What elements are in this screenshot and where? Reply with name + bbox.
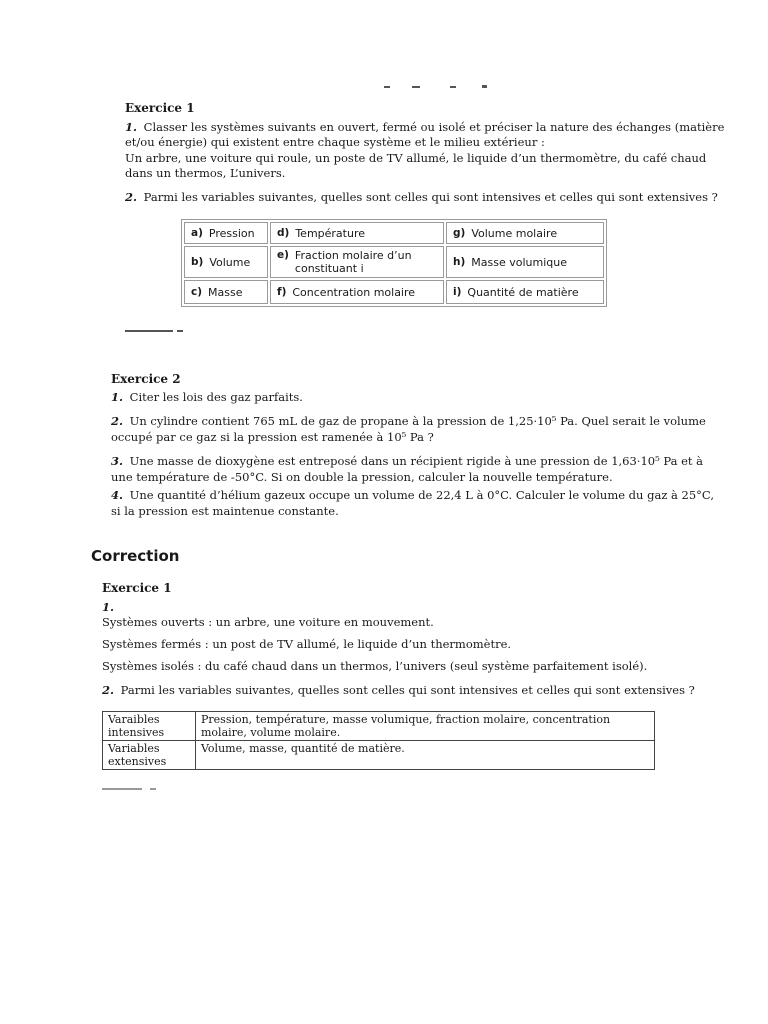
table-cell: c) Masse: [184, 280, 268, 304]
exercise1-title: Exercice 1: [125, 101, 195, 115]
table-row: [184, 222, 604, 244]
exercise2-title: Exercice 2: [111, 372, 181, 386]
exercise2-question3: [111, 454, 703, 470]
row-label: Variables extensives: [103, 741, 196, 770]
table-cell: a) Pression: [184, 222, 268, 244]
question-text: Une masse de dioxygène est entreposé dans un récipient rigide à une pression de 1,63·10⁵ Pa et à: [129, 454, 704, 468]
exercise2-question1: [111, 390, 303, 406]
table-cell: g) Volume molaire: [446, 222, 604, 244]
question-number: 3.: [111, 454, 124, 468]
cropped-text-fragment: [125, 330, 173, 332]
table-cell: i) Quantité de matière: [446, 280, 604, 304]
exercise1-question1-line4: dans un thermos, L’univers.: [125, 166, 286, 180]
question-text: Un cylindre contient 765 mL de gaz de propane à la pression de 1,25·10⁵ Pa. Quel serait le volume: [129, 414, 706, 428]
table-cell: d) Température: [270, 222, 444, 244]
question-number: 1.: [125, 120, 138, 134]
table-cell: b) Volume: [184, 246, 268, 278]
table-cell: f) Concentration molaire: [270, 280, 444, 304]
table-row: [184, 246, 604, 278]
row-content: Pression, température, masse volumique, fraction molaire, concentration molaire, volume molaire.: [196, 712, 655, 741]
row-label: Varaibles intensives: [103, 712, 196, 741]
correction-heading: Correction: [91, 547, 180, 565]
exercise2-question4: [111, 488, 714, 504]
cropped-text-fragment: [102, 788, 142, 790]
cropped-text-fragment: [384, 86, 390, 88]
exercise1-question1-line3: Un arbre, une voiture qui roule, un poste de TV allumé, le liquide d’un thermomètre, du café chaud: [125, 151, 707, 165]
cropped-text-fragment: [412, 86, 420, 88]
question-number: 4.: [111, 488, 124, 502]
question-number: 2.: [125, 190, 138, 204]
table-row: [103, 741, 655, 770]
exercise2-question2: [111, 414, 706, 430]
exercise2-question4-line2: si la pression est maintenue constante.: [111, 504, 339, 518]
correction-table: [102, 711, 655, 770]
exercise1-question2: [125, 190, 718, 206]
table-cell: e) Fraction molaire d’un constituant i: [270, 246, 444, 278]
question-text: Parmi les variables suivantes, quelles sont celles qui sont intensives et celles qui sont extensives ?: [120, 683, 695, 697]
correction-question1-number: 1.: [102, 600, 115, 614]
cropped-text-fragment: [450, 86, 456, 88]
correction-isolated-systems: Systèmes isolés : du café chaud dans un thermos, l’univers (seul système parfaitement isolé).: [102, 659, 648, 673]
question-number: 2.: [102, 683, 115, 697]
table-row: [184, 280, 604, 304]
cropped-text-fragment: [177, 330, 183, 332]
correction-question2: [102, 683, 695, 699]
correction-closed-systems: Systèmes fermés : un post de TV allumé, le liquide d’un thermomètre.: [102, 637, 512, 651]
row-content: Volume, masse, quantité de matière.: [196, 741, 655, 770]
correction-open-systems: Systèmes ouverts : un arbre, une voiture en mouvement.: [102, 615, 434, 629]
variables-table: [181, 219, 607, 307]
question-text: Classer les systèmes suivants en ouvert, fermé ou isolé et préciser la nature des échanges (matière: [143, 120, 725, 134]
question-text: Citer les lois des gaz parfaits.: [129, 390, 303, 404]
table-cell: h) Masse volumique: [446, 246, 604, 278]
question-number: 1.: [111, 390, 124, 404]
exercise1-question1: [125, 120, 724, 136]
cropped-text-fragment: [150, 788, 156, 790]
question-text: Parmi les variables suivantes, quelles sont celles qui sont intensives et celles qui sont extensives ?: [143, 190, 718, 204]
question-text: Une quantité d’hélium gazeux occupe un volume de 22,4 L à 0°C. Calculer le volume du gaz à 25°C,: [129, 488, 714, 502]
question-number: 2.: [111, 414, 124, 428]
exercise2-question2-line2: occupé par ce gaz si la pression est ramenée à 10⁵ Pa ?: [111, 430, 434, 444]
table-row: [103, 712, 655, 741]
exercise2-question3-line2: une température de -50°C. Si on double la pression, calculer la nouvelle température.: [111, 470, 613, 484]
exercise1-question1-line2: et/ou énergie) qui existent entre chaque système et le milieu extérieur :: [125, 135, 545, 149]
cropped-text-fragment: [482, 85, 487, 88]
correction-exercise1-title: Exercice 1: [102, 581, 172, 595]
